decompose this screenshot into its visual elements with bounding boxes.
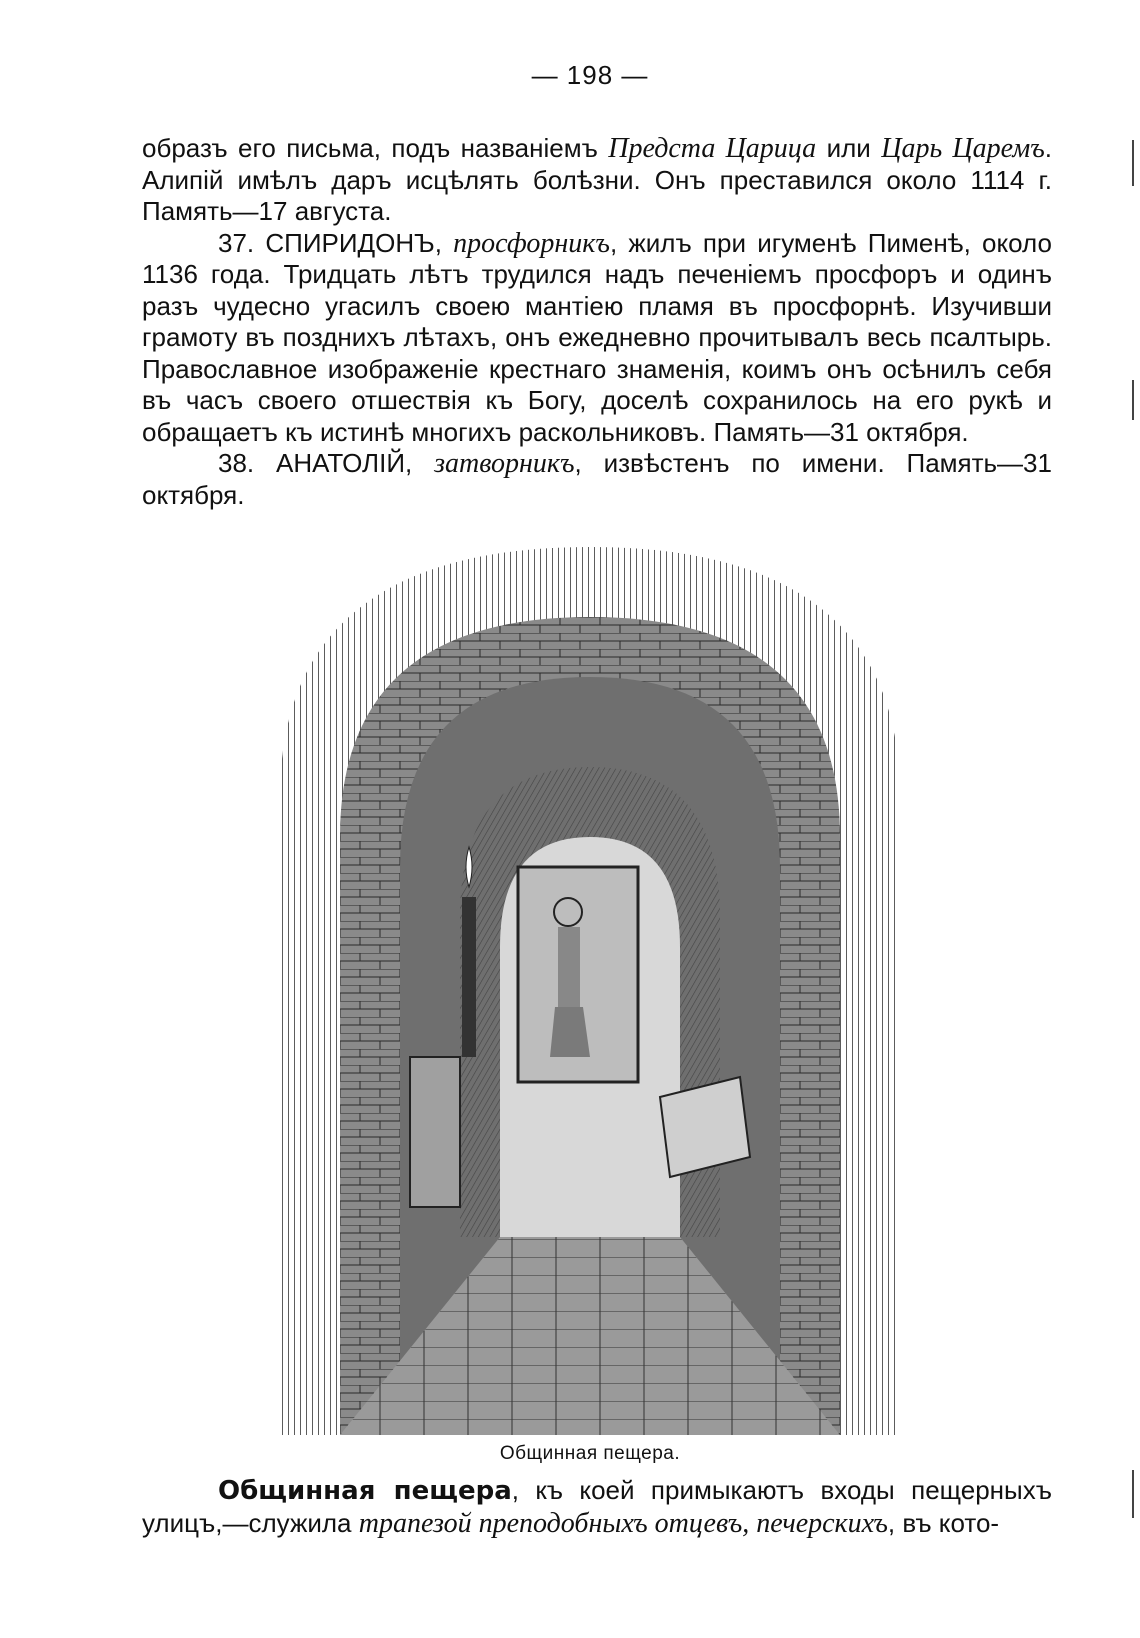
italic-epithet: затворникъ xyxy=(434,448,575,479)
text-run: , жилъ при игуменѣ Пименѣ, около 1136 года. Тридцать лѣтъ трудился надъ печеніемъ просфоръ и одинъ разъ чудесно угасилъ своею мантіею пламя въ просфорнѣ. Изучивши грамоту въ позднихъ лѣтахъ, онъ ежедневно прочитывалъ весь псалтырь. Православное изображеніе крестнаго знаменія, коимъ онъ осѣнилъ себя въ часъ своего отшествія къ Богу, доселѣ сохранилось на его рукѣ и обращаетъ къ истинѣ многихъ раскольниковъ. Память—31 октября. xyxy=(142,227,1052,447)
italic-epithet: просфорникъ xyxy=(453,227,610,259)
bold-heading: Общинная пещера xyxy=(218,1476,512,1506)
page-number: — 198 — xyxy=(531,60,649,90)
scan-edge-mark xyxy=(1132,140,1134,186)
paragraph-continuation xyxy=(142,133,1052,228)
saint-figure xyxy=(558,927,580,1007)
text-run: , въ кото- xyxy=(887,1507,1000,1538)
text-run: . Алипій имѣлъ даръ исцѣлять болѣзни. Онъ преставился около 1114 г. Память—17 августа. xyxy=(142,133,1053,226)
italic-title: Предста Царица xyxy=(608,133,817,164)
italic-title: Царь Царемъ xyxy=(881,133,1045,164)
paragraph-37-spiridon xyxy=(142,228,1052,449)
saint-robe xyxy=(550,1007,590,1057)
cave-engraving xyxy=(270,537,910,1435)
text-run: 38. АНАТОЛІЙ, xyxy=(218,448,435,478)
paragraph-38-anatoly xyxy=(142,448,1052,511)
italic-phrase: трапезой преподобныхъ отцевъ, печерскихъ xyxy=(358,1507,888,1539)
cave-illustration xyxy=(270,537,910,1435)
text-run: или xyxy=(816,133,882,163)
text-run: образъ его письма, подъ названіемъ xyxy=(142,133,609,163)
scan-edge-mark xyxy=(1132,380,1134,420)
figure-caption: Общинная пещера. xyxy=(499,1443,681,1464)
candle-stand xyxy=(462,897,476,1057)
text-run: , извѣстенъ по имени. Память—31 октября. xyxy=(142,448,1052,510)
text-run: 37. СПИРИДОНЪ, xyxy=(218,227,454,258)
stone-bench xyxy=(410,1057,460,1207)
scan-edge-mark xyxy=(1132,1470,1134,1518)
paragraph-community-cave xyxy=(142,1475,1052,1539)
body-text-bottom xyxy=(142,1475,1052,1539)
text-run: , къ коей примыкаютъ входы пещерныхъ улицъ,—служила xyxy=(142,1475,1052,1538)
body-text-top xyxy=(142,133,1052,511)
